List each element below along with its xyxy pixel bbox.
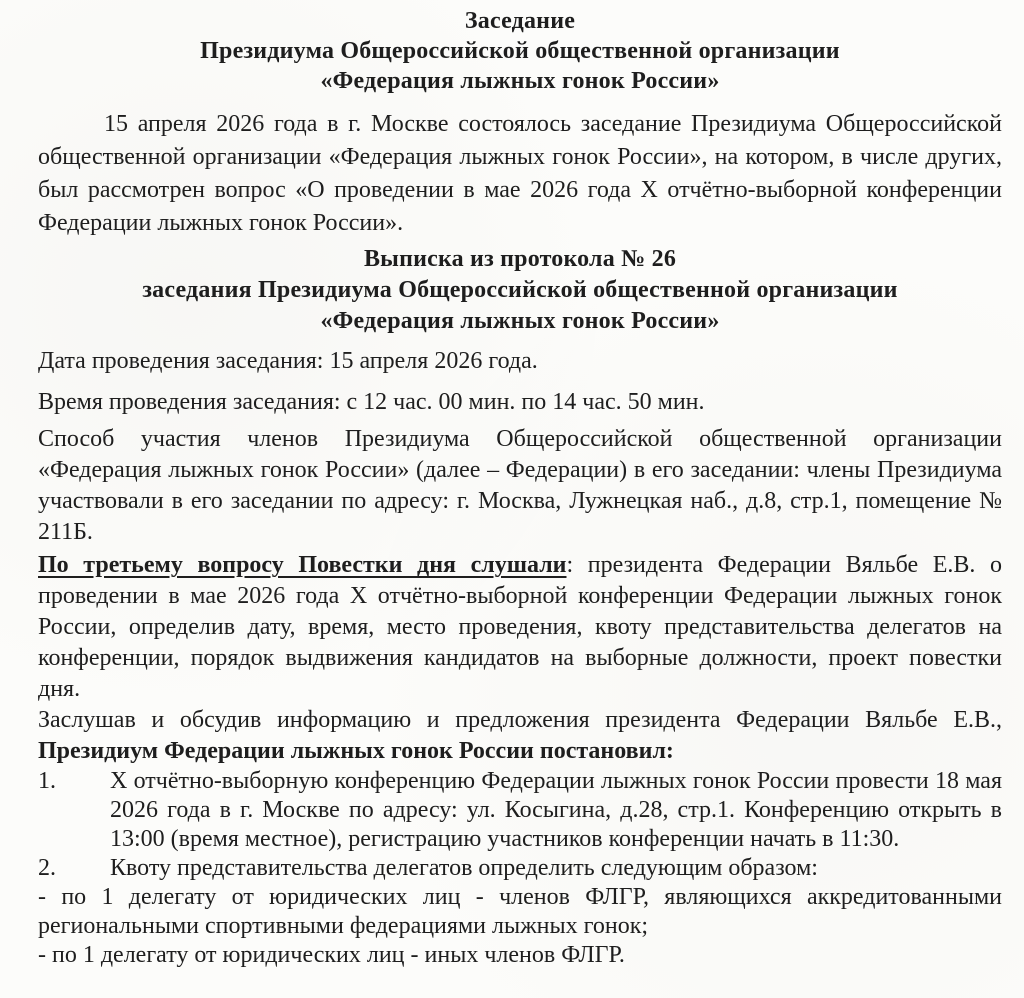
resolution-item-1 — [38, 767, 1002, 854]
extract-heading-line-3: «Федерация лыжных гонок России» — [320, 308, 720, 334]
participation-paragraph: Способ участия членов Президиума Общероссийской общественной организации «Федерация лыжных гонок России» (далее – Федерации) в его заседании: члены Президиума участвовали в его заседании по адресу: г. Москва, Лужнецкая наб., д.8, стр.1, помещение № 211Б. — [38, 426, 1002, 545]
resolution-item-2-text: Квоту представительства делегатов определить следующим образом: — [110, 855, 818, 881]
resolution-item-2-number: 2. — [38, 855, 56, 881]
resolution-intro-paragraph — [38, 705, 1002, 767]
meeting-heading-line-1: Заседание — [464, 8, 576, 34]
meeting-heading-line-2: Президиума Общероссийской общественной организации — [200, 38, 840, 64]
meeting-heading-line-3: «Федерация лыжных гонок России» — [320, 68, 720, 94]
extract-heading-line-1: Выписка из протокола № 26 — [363, 246, 677, 272]
meeting-heading — [38, 6, 1002, 96]
agenda-paragraph — [38, 550, 1002, 705]
extract-heading — [38, 244, 1002, 337]
agenda-rest-text: : президента Федерации Вяльбе Е.В. о проведении в мае 2026 года X отчётно-выборной конференции Федерации лыжных гонок России, определив дату, время, место проведения, квоту представительства делегатов на конференции, порядок выдвижения кандидатов на выборные должности, проект повестки дня. — [38, 552, 1002, 702]
intro-paragraph: 15 апреля 2026 года в г. Москве состоялось заседание Президиума Общероссийской общественной организации «Федерация лыжных гонок России», на котором, в числе других, был рассмотрен вопрос «О проведении в мае 2026 года X отчётно-выборной конференции Федерации лыжных гонок России». — [38, 111, 1002, 236]
quota-rule-2: - по 1 делегату от юридических лиц - иных членов ФЛГР. — [38, 942, 625, 968]
quota-rule-1: - по 1 делегату от юридических лиц - членов ФЛГР, являющихся аккредитованными региональными спортивными федерациями лыжных гонок; — [38, 884, 1002, 939]
resolution-item-1-text: X отчётно-выборную конференцию Федерации лыжных гонок России провести 18 мая 2026 года в г. Москве по адресу: ул. Косыгина, д.28, стр.1. Конференцию открыть в 13:00 (время местное), регистрацию участников конференции начать в 11:30. — [110, 768, 1002, 852]
meeting-time-line: Время проведения заседания: с 12 час. 00 мин. по 14 час. 50 мин. — [38, 389, 705, 415]
resolution-item-2 — [38, 854, 1002, 883]
resolution-intro-bold-text: Президиум Федерации лыжных гонок России постановил: — [38, 738, 674, 764]
meeting-date-line: Дата проведения заседания: 15 апреля 2026 года. — [38, 348, 538, 374]
resolution-intro-plain-text: Заслушав и обсудив информацию и предложения президента Федерации Вяльбе Е.В., — [38, 707, 1002, 733]
resolution-item-1-number: 1. — [38, 768, 56, 794]
agenda-lead-text: По третьему вопросу Повестки дня слушали — [38, 552, 567, 578]
extract-heading-line-2: заседания Президиума Общероссийской общественной организации — [142, 277, 898, 303]
